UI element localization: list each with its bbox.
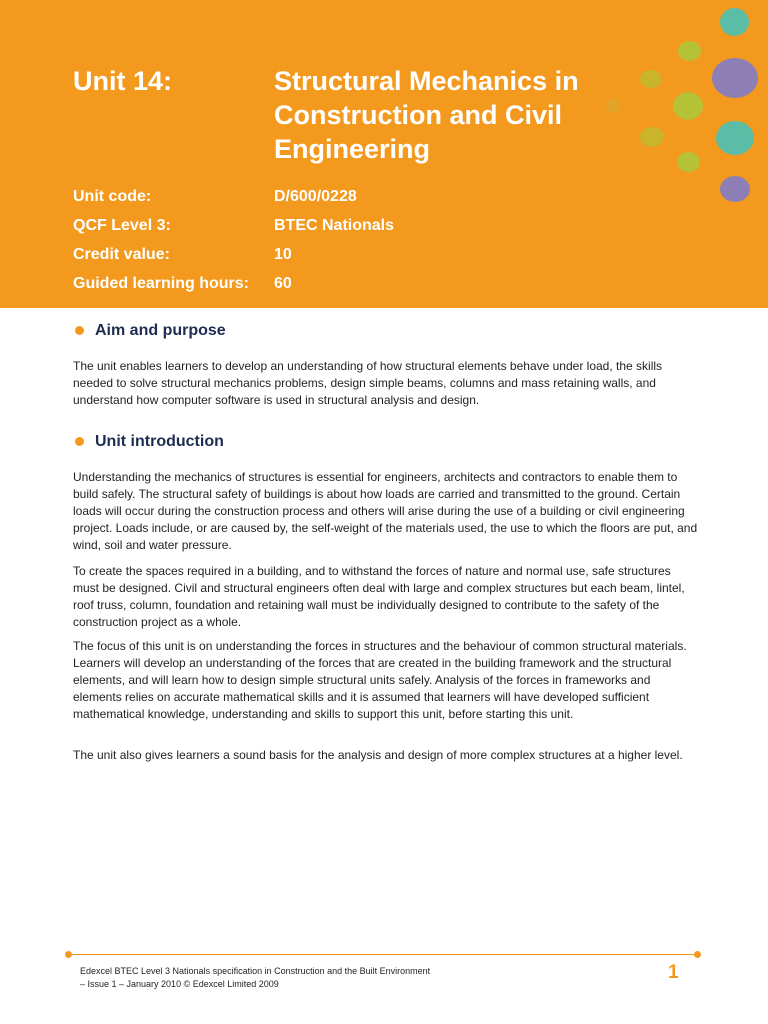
- meta-value: 60: [274, 275, 292, 292]
- meta-value: D/600/0228: [274, 188, 357, 205]
- page-number: 1: [668, 962, 679, 983]
- footer-rule-endpoint: [65, 951, 72, 958]
- intro-paragraph-3: The focus of this unit is on understanding the forces in structures and the behaviour of common structural materials. Learners will develop an understanding of the forces that are created in the building framework and the structural elements, and will learn how to design simple structural units safely. Analysis of the forces in frameworks and elements relies on accurate mathematical skills and it is assumed that learners will have developed sufficient mathematical knowledge, understanding and skills to support this unit, before starting this unit.: [73, 639, 687, 721]
- meta-label: Guided learning hours:: [73, 275, 250, 292]
- decorative-dot: [606, 99, 620, 113]
- footer-rule: [69, 954, 697, 955]
- meta-value: BTEC Nationals: [274, 217, 395, 234]
- meta-row-unit-code: [73, 186, 633, 208]
- meta-label: Credit value:: [73, 246, 170, 263]
- meta-row-credit-value: [73, 244, 633, 266]
- footer-citation: [80, 965, 500, 991]
- intro-paragraph-1: Understanding the mechanics of structures is essential for engineers, architects and contractors to enable them to build safely. The structural safety of buildings is about how loads are carried and transmitted to the ground. Certain loads will occur during the construction process and others will arise during the use of a building or civil engineering project. Loads include, or are caused by, the self-weight of the materials used, the use to which the floors are put, and wind, soil and water pressure.: [73, 470, 698, 552]
- heading-bullet-icon: [75, 326, 84, 335]
- decorative-dot: [673, 92, 703, 120]
- meta-row-guided-learning-hours: [73, 273, 633, 295]
- meta-row-qcf-level: [73, 215, 633, 237]
- footer-line-2: – Issue 1 – January 2010 © Edexcel Limited 2009: [80, 979, 279, 989]
- footer-rule-endpoint: [694, 951, 701, 958]
- decorative-dot: [640, 127, 664, 147]
- meta-value: 10: [274, 246, 292, 263]
- unit-header-banner: [0, 0, 768, 308]
- footer-line-1: Edexcel BTEC Level 3 Nationals specification in Construction and the Built Environment: [80, 966, 431, 976]
- decorative-dot: [677, 152, 700, 172]
- decorative-dot: [716, 121, 754, 155]
- meta-label: QCF Level 3:: [73, 217, 171, 234]
- intro-paragraph-2: To create the spaces required in a building, and to withstand the forces of nature and normal use, safe structures must be designed. Civil and structural engineers often deal with large and complex structures but each beam, lintel, roof truss, column, foundation and retaining wall must be individually designed to contribute to the safety of the construction project as a whole.: [73, 564, 685, 629]
- decorative-dot: [678, 41, 701, 61]
- unit-title: Structural Mechanics in Construction and Civil Engineering: [274, 66, 579, 164]
- intro-paragraph-4: The unit also gives learners a sound basis for the analysis and design of more complex structures at a higher level.: [73, 748, 683, 762]
- aim-paragraph: The unit enables learners to develop an understanding of how structural elements behave under load, the skills needed to solve structural mechanics problems, design simple beams, columns and mass retaining walls, and understand how computer software is used in structural analysis and design.: [73, 359, 663, 407]
- intro-heading: Unit introduction: [75, 431, 224, 453]
- decorative-dot: [720, 176, 750, 202]
- meta-label: Unit code:: [73, 188, 152, 205]
- heading-bullet-icon: [75, 437, 84, 446]
- aim-heading: Aim and purpose: [75, 320, 226, 342]
- decorative-dot: [720, 8, 749, 36]
- decorative-dot: [640, 70, 662, 88]
- decorative-dot: [712, 58, 758, 98]
- unit-number: Unit 14:: [73, 66, 173, 96]
